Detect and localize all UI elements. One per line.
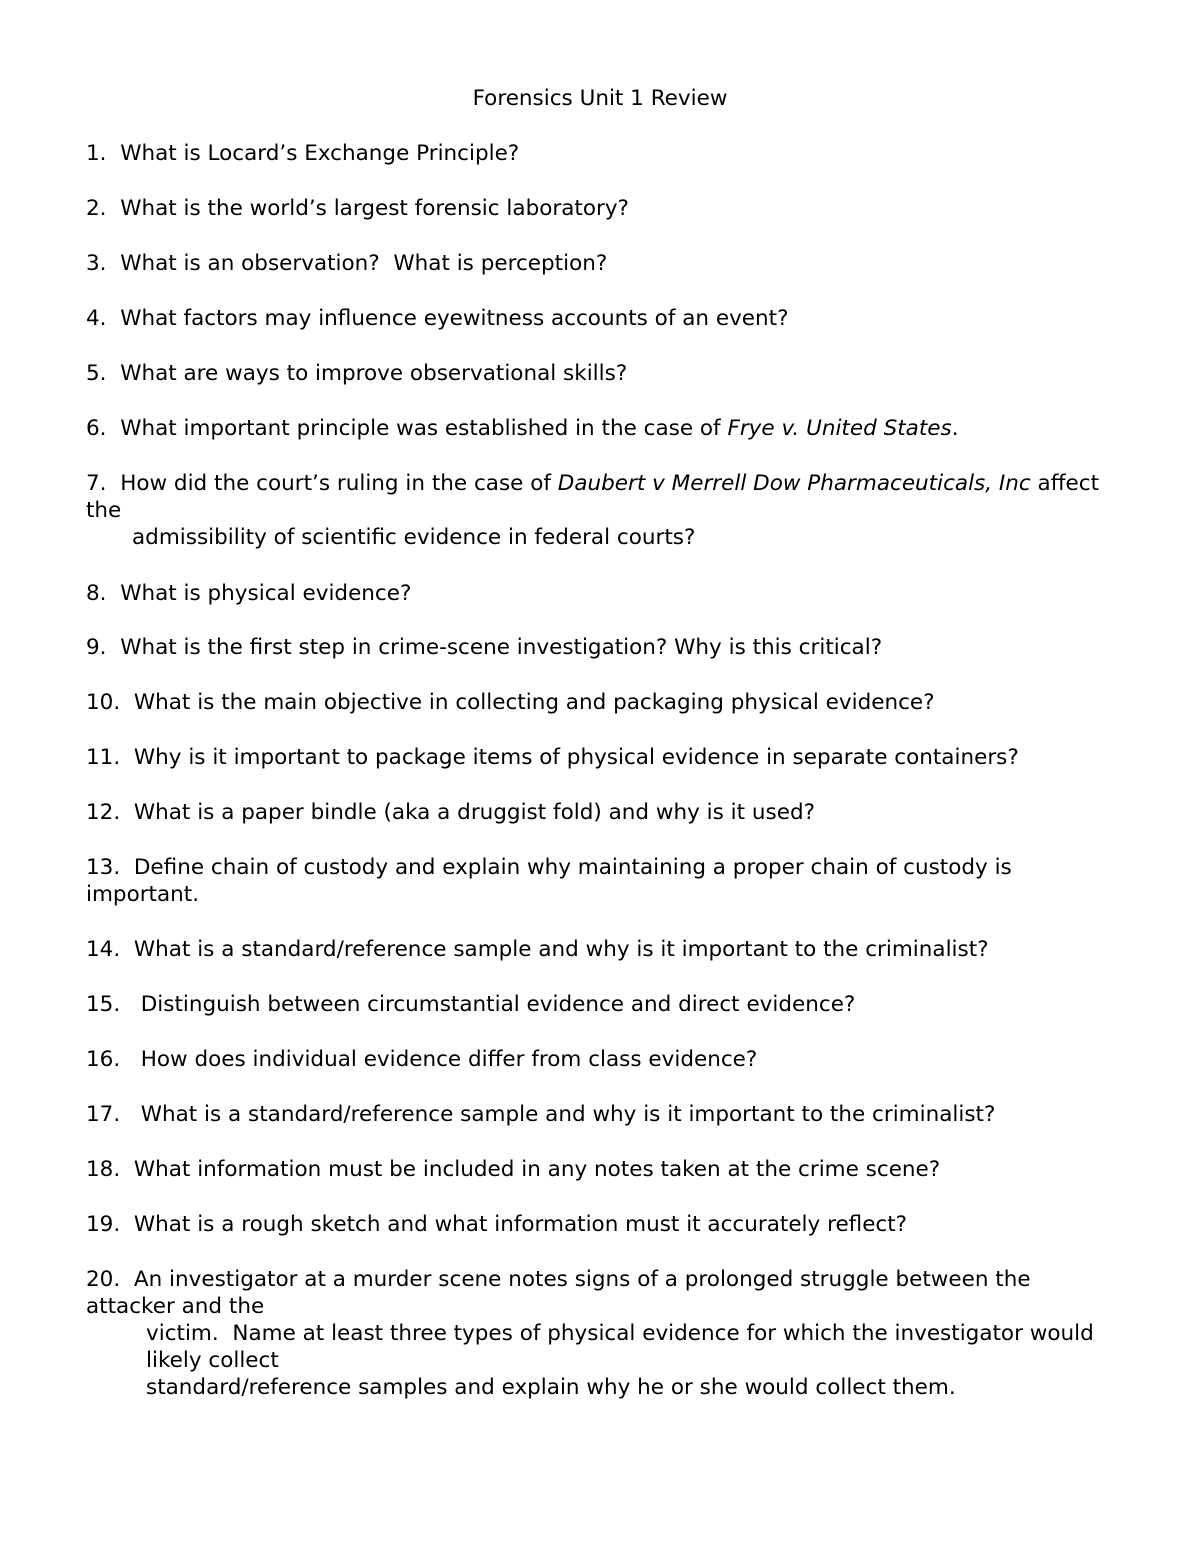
question-number: 10.	[86, 690, 121, 715]
question-text: What is the first step in crime-scene investigation? Why is this critical?	[120, 635, 883, 660]
question-number: 9.	[86, 635, 107, 660]
question-number: 12.	[86, 800, 121, 825]
question-text: What is a paper bindle (aka a druggist fold) and why is it used?	[133, 800, 815, 825]
question-text: What is physical evidence?	[120, 581, 412, 606]
question-number: 18.	[86, 1157, 121, 1182]
question-6	[86, 415, 1116, 442]
question-text: What is a standard/reference sample and why is it important to the criminalist?	[133, 937, 989, 962]
question-20	[86, 1266, 1116, 1401]
question-11	[86, 744, 1116, 771]
question-number: 2.	[86, 196, 107, 221]
question-text: What factors may influence eyewitness accounts of an event?	[120, 306, 789, 331]
question-text: What important principle was established in the case of	[120, 416, 728, 441]
page-title: Forensics Unit 1 Review	[472, 86, 728, 111]
question-text: What is Locard’s Exchange Principle?	[120, 141, 520, 166]
question-1	[86, 140, 1116, 167]
question-number: 16.	[86, 1047, 121, 1072]
question-number: 7.	[86, 471, 107, 496]
question-8	[86, 580, 1116, 607]
question-number: 5.	[86, 361, 107, 386]
question-text: What is an observation? What is perception?	[120, 251, 608, 276]
question-text-end: .	[951, 416, 959, 441]
question-number: 11.	[86, 745, 121, 770]
question-14	[86, 936, 1116, 963]
question-12	[86, 799, 1116, 826]
question-text: How does individual evidence differ from class evidence?	[133, 1047, 758, 1072]
question-text: What is a rough sketch and what information must it accurately reflect?	[133, 1212, 908, 1237]
question-3	[86, 250, 1116, 277]
question-text: What is the world’s largest forensic laboratory?	[120, 196, 629, 221]
question-number: 8.	[86, 581, 107, 606]
question-continuation: admissibility of scientific evidence in federal courts?	[132, 525, 696, 550]
question-text: An investigator at a murder scene notes signs of a prolonged struggle between the attacker and the	[86, 1267, 1038, 1319]
question-16	[86, 1046, 1116, 1073]
question-2	[86, 195, 1116, 222]
question-text: What information must be included in any notes taken at the crime scene?	[133, 1157, 941, 1182]
question-number: 19.	[86, 1212, 121, 1237]
question-number: 3.	[86, 251, 107, 276]
question-text: What is a standard/reference sample and why is it important to the criminalist?	[133, 1102, 996, 1127]
question-15	[86, 991, 1116, 1018]
question-18	[86, 1156, 1116, 1183]
question-continuation: standard/reference samples and explain why he or she would collect them.	[146, 1375, 956, 1400]
question-number: 20.	[86, 1267, 121, 1292]
question-number: 17.	[86, 1102, 121, 1127]
case-name: Daubert v Merrell Dow Pharmaceuticals, Inc	[557, 471, 1031, 496]
question-number: 1.	[86, 141, 107, 166]
question-number: 14.	[86, 937, 121, 962]
question-text: Why is it important to package items of physical evidence in separate containers?	[133, 745, 1019, 770]
question-9	[86, 634, 1116, 661]
question-7	[86, 470, 1116, 551]
question-text: How did the court’s ruling in the case of	[120, 471, 558, 496]
question-continuation: victim. Name at least three types of physical evidence for which the investigator would likely collect	[146, 1321, 1101, 1373]
question-text: Define chain of custody and explain why maintaining a proper chain of custody is important.	[86, 855, 1019, 907]
question-13	[86, 854, 1116, 908]
question-number: 13.	[86, 855, 121, 880]
question-19	[86, 1211, 1116, 1238]
question-4	[86, 305, 1116, 332]
question-text-end: affect the	[86, 471, 1106, 523]
question-10	[86, 689, 1116, 716]
question-number: 4.	[86, 306, 107, 331]
question-17	[86, 1101, 1116, 1128]
question-text: What are ways to improve observational skills?	[120, 361, 628, 386]
question-number: 15.	[86, 992, 121, 1017]
question-text: Distinguish between circumstantial evidence and direct evidence?	[133, 992, 856, 1017]
question-number: 6.	[86, 416, 107, 441]
case-name: Frye v. United States	[727, 416, 952, 441]
question-text: What is the main objective in collecting and packaging physical evidence?	[133, 690, 935, 715]
question-5	[86, 360, 1116, 387]
